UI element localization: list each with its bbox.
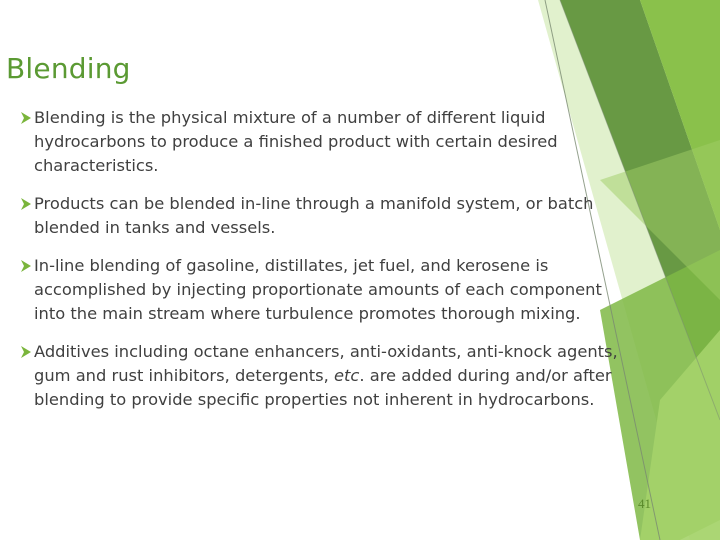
bullet-text bbox=[34, 256, 602, 323]
bullet-text-segment: . are added during and/or after blending to provide specific properties not inherent in hydrocarbons. bbox=[34, 366, 612, 409]
bullet-item bbox=[0, 106, 620, 178]
page-number: 41 bbox=[638, 496, 651, 511]
bullet-text bbox=[34, 342, 618, 409]
bullet-text-segment: In-line blending of gasoline, distillates, jet fuel, and kerosene is accomplished by injecting proportionate amounts of each component into the main stream where turbulence promotes thorough mixing. bbox=[34, 256, 602, 323]
slide-title: Blending bbox=[6, 52, 131, 85]
bullet-item bbox=[0, 340, 620, 412]
diamond-bullet-icon bbox=[21, 198, 31, 210]
bullet-text bbox=[34, 108, 558, 175]
bullet-text bbox=[34, 194, 593, 237]
diamond-bullet-icon bbox=[21, 346, 31, 358]
bullet-text-segment: Additives including octane enhancers, anti-oxidants, anti-knock agents, gum and rust inhibitors, detergents, bbox=[34, 342, 618, 385]
bullet-text-segment: Blending is the physical mixture of a number of different liquid hydrocarbons to produce a finished product with certain desired characteristics. bbox=[34, 108, 558, 175]
bullet-item bbox=[0, 192, 620, 240]
diamond-bullet-icon bbox=[21, 112, 31, 124]
bullet-text-italic: etc bbox=[334, 366, 360, 385]
bullet-item bbox=[0, 254, 620, 326]
bullet-text-segment: Products can be blended in-line through a manifold system, or batch blended in tanks and vessels. bbox=[34, 194, 594, 237]
bullet-list bbox=[0, 106, 620, 426]
diamond-bullet-icon bbox=[21, 260, 31, 272]
